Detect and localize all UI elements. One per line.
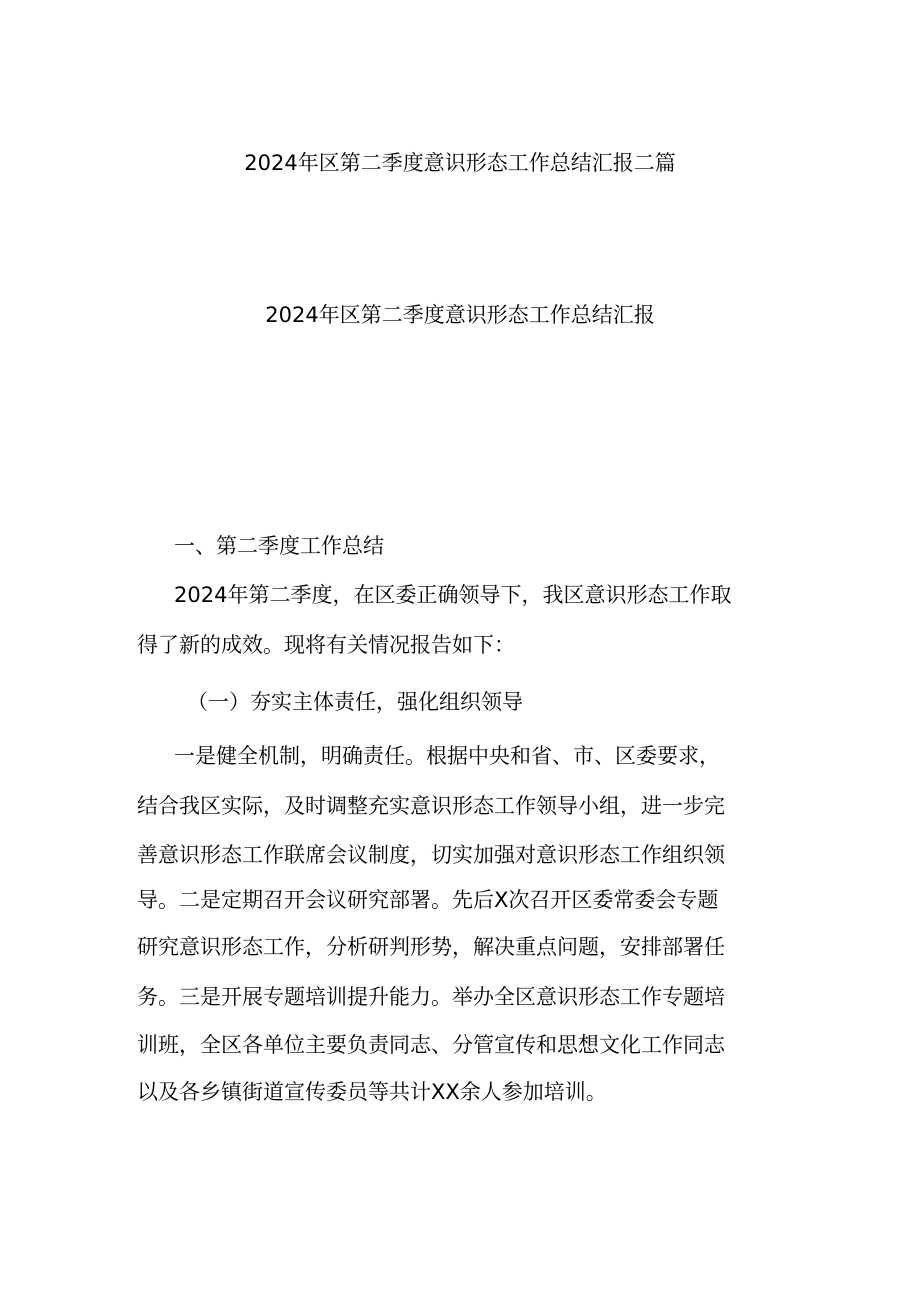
body-line: 研究意识形态工作，分析研判形势，解决重点问题，安排部署任	[137, 935, 725, 959]
body-line: 善意识形态工作联席会议制度，切实加强对意识形态工作组织领	[137, 843, 725, 867]
body-line: 结合我区实际，及时调整充实意识形态工作领导小组，进一步完	[137, 794, 725, 818]
body-line: 以及各乡镇街道宣传委员等共计XX余人参加培训。	[137, 1080, 607, 1104]
section-heading: 一、第二季度工作总结	[174, 534, 384, 558]
body-line: 务。三是开展专题培训提升能力。举办全区意识形态工作专题培	[137, 985, 725, 1009]
intro-line: 2024年第二季度，在区委正确领导下，我区意识形态工作取	[174, 583, 732, 607]
intro-line: 得了新的成效。现将有关情况报告如下：	[137, 633, 515, 657]
body-line: 导。二是定期召开会议研究部署。先后X次召开区委常委会专题	[137, 888, 719, 912]
body-line: 一是健全机制，明确责任。根据中央和省、市、区委要求，	[174, 744, 720, 768]
body-line: 训班，全区各单位主要负责同志、分管宣传和思想文化工作同志	[137, 1033, 725, 1057]
document-title: 2024年区第二季度意识形态工作总结汇报二篇	[244, 151, 676, 175]
subheading: （一）夯实主体责任，强化组织领导	[187, 690, 523, 714]
document-subtitle: 2024年区第二季度意识形态工作总结汇报	[265, 303, 655, 327]
